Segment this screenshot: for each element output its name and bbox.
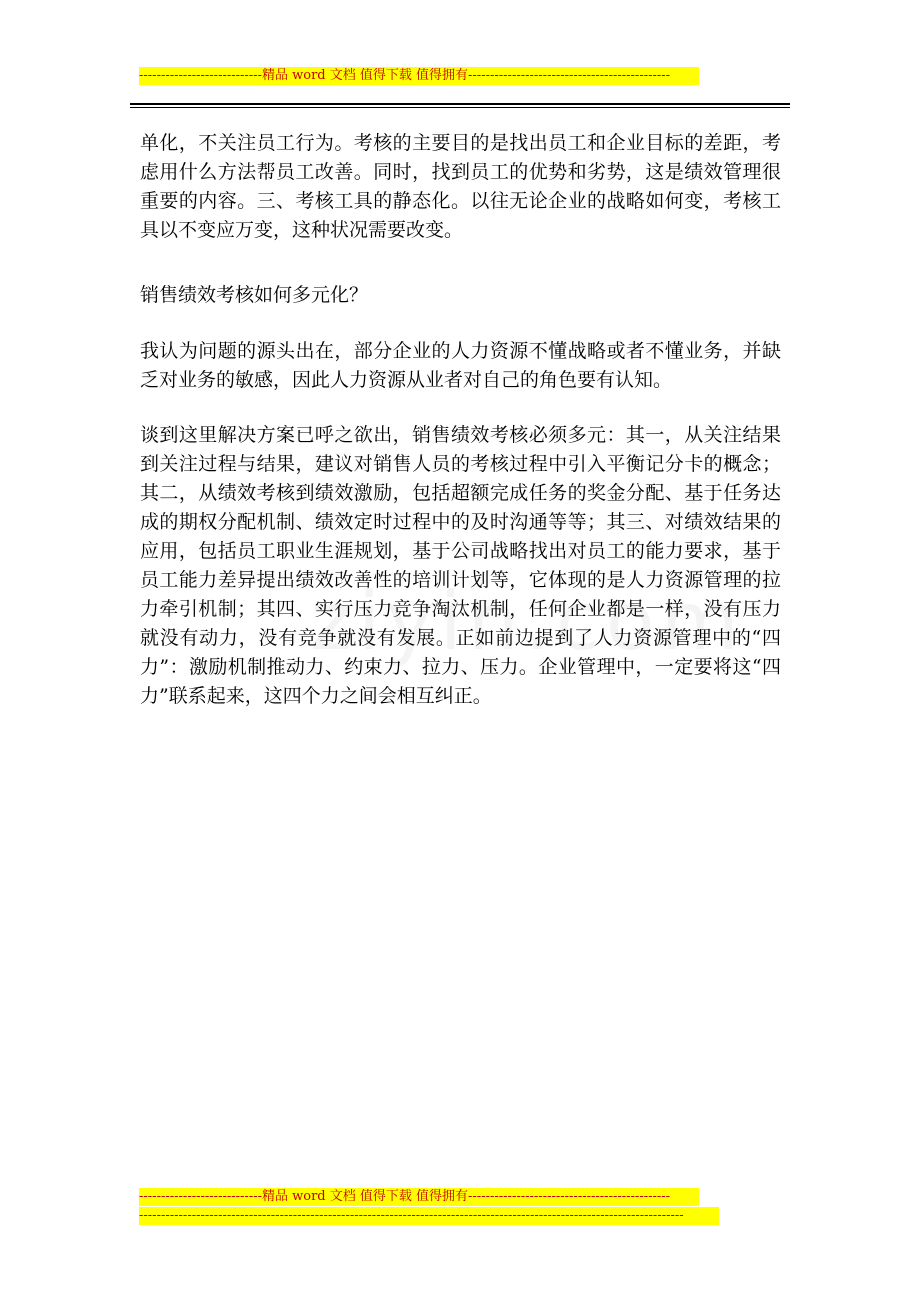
header-rule-thin <box>130 107 790 108</box>
header-rule-thick <box>130 103 790 105</box>
footer-banner: ----------------------------精品 word 文档 值得下载 值得拥有---------------------------------------------- <box>139 1188 699 1206</box>
header-banner: ----------------------------精品 word 文档 值得下载 值得拥有---------------------------------------------- <box>139 67 699 85</box>
paragraph-assessment-issues: 单化，不关注员工行为。考核的主要目的是找出员工和企业目标的差距，考虑用什么方法帮员工改善。同时，找到员工的优势和劣势，这是绩效管理很重要的内容。三、考核工具的静态化。以往无论企业的战略如何变，考核工具以不变应万变，这种状况需要改变。 <box>140 132 781 241</box>
paragraph-root-cause: 我认为问题的源头出在，部分企业的人力资源不懂战略或者不懂业务，并缺乏对业务的敏感，因此人力资源从业者对自己的角色要有认知。 <box>140 340 781 391</box>
section-question: 销售绩效考核如何多元化？ <box>140 284 369 306</box>
paragraph-solution: 谈到这里解决方案已呼之欲出，销售绩效考核必须多元：其一，从关注结果到关注过程与结果，建议对销售人员的考核过程中引入平衡记分卡的概念；其二，从绩效考核到绩效激励，包括超额完成任务的奖金分配、基于任务达成的期权分配机制、绩效定时过程中的及时沟通等等；其三、对绩效结果的应用，包括员工职业生涯规划，基于公司战略找出对员工的能力要求，基于员工能力差异提出绩效改善性的培训计划等，它体现的是人力资源管理的拉力牵引机制；其四、实行压力竞争淘汰机制，任何企业都是一样，没有压力就没有动力，没有竞争就没有发展。正如前边提到了人力资源管理中的“四力”：激励机制推动力、约束力、拉力、压力。企业管理中，一定要将这“四力”联系起来，这四个力之间会相互纠正。 <box>140 424 781 707</box>
footer-dashes: ---------------------------------------------------------------------------------------------------------------------------- <box>139 1207 719 1225</box>
